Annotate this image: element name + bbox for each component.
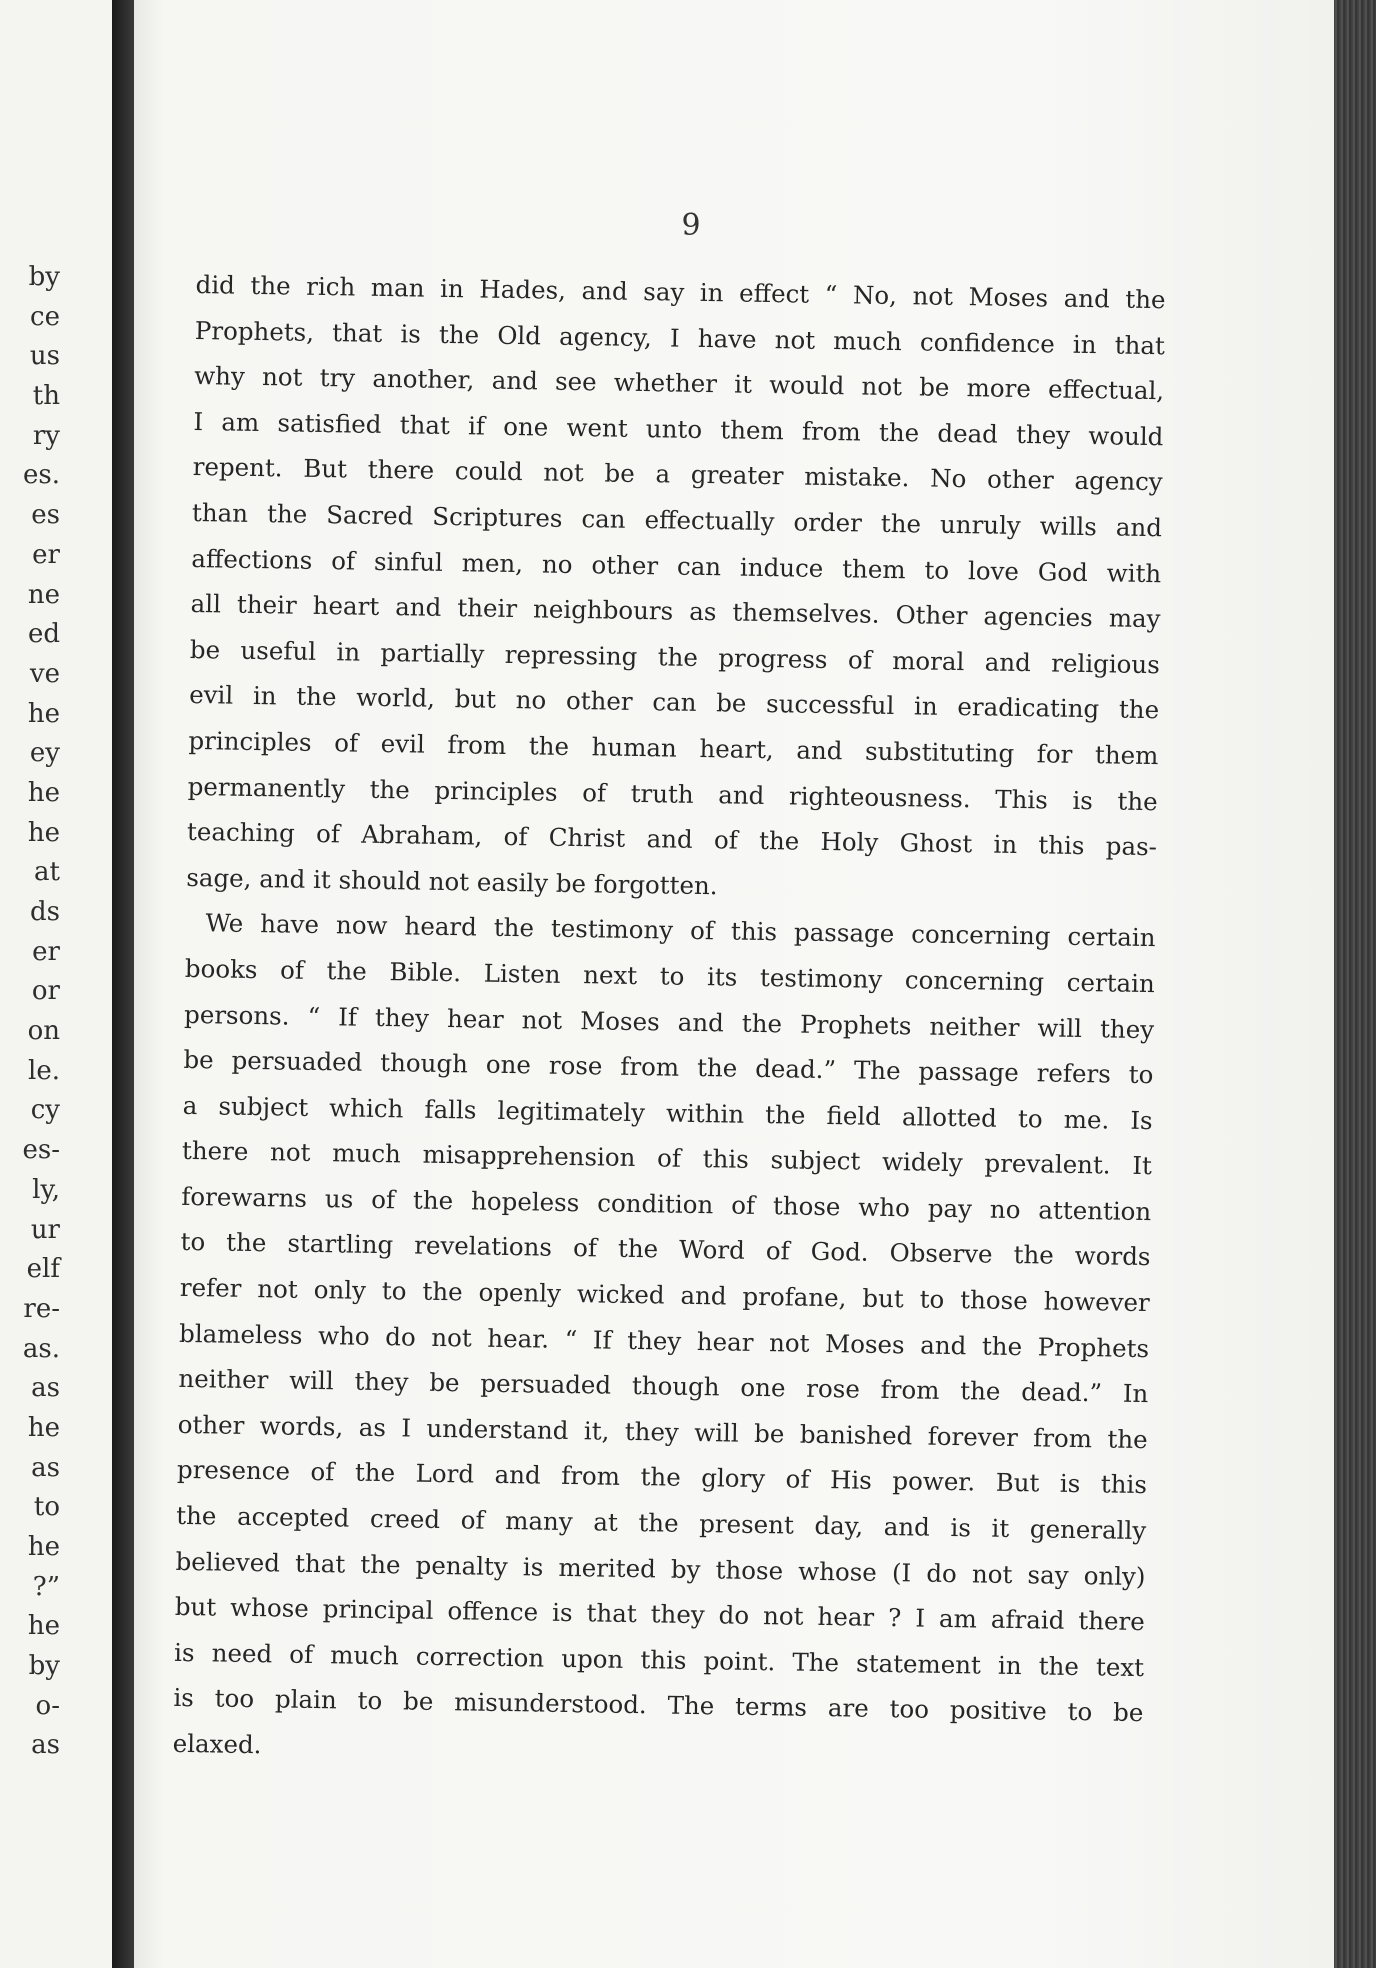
- left-page-fragment: th: [32, 381, 60, 412]
- left-page-fragment: he: [27, 1532, 60, 1562]
- left-page-fragment: he: [27, 817, 60, 848]
- left-page-fragment: by: [28, 1651, 60, 1682]
- text-line: other words, as I understand it, they will be banished forever from the: [177, 1409, 1148, 1454]
- text-line: is too plain to be misunderstood. The terms are too positive to be: [173, 1683, 1144, 1728]
- left-page-fragment: at: [34, 857, 60, 888]
- book-gutter: [112, 0, 134, 1968]
- left-page-fragment: he: [27, 1412, 60, 1443]
- left-page-fragment: ey: [29, 738, 60, 769]
- text-line: teaching of Abraham, of Christ and of the Holy Ghost in this pas-: [186, 817, 1158, 862]
- text-line: permanently the principles of truth and righteousness. This is the: [187, 771, 1158, 816]
- left-page-fragment: ur: [30, 1214, 60, 1245]
- left-page-fragment: es.: [23, 460, 60, 491]
- left-page-fragment: he: [27, 698, 60, 729]
- text-line: presence of the Lord and from the glory of His power. But is this: [176, 1455, 1148, 1500]
- left-page-fragment: ly,: [32, 1174, 60, 1205]
- text-line: forewarns us of the hopeless condition of those who pay no attention: [181, 1181, 1152, 1226]
- left-page-fragment: ve: [29, 658, 60, 689]
- left-page-fragment: as: [31, 1452, 60, 1483]
- left-page-fragment: es: [31, 500, 60, 531]
- text-line: refer not only to the openly wicked and profane, but to those however: [179, 1272, 1150, 1318]
- left-page-fragment: or: [31, 976, 60, 1007]
- left-page-fragment: as.: [22, 1333, 60, 1364]
- paragraph: [186, 262, 1166, 915]
- left-page-fragment: ed: [27, 619, 60, 650]
- left-page-fragment: ds: [30, 897, 60, 927]
- text-line: but whose principal offence is that they do not hear ? I am afraid there: [174, 1592, 1145, 1637]
- text-line: persons. “ If they hear not Moses and the Prophets neither will they: [183, 999, 1155, 1044]
- left-page-fragment: o-: [35, 1690, 60, 1721]
- body-text: [172, 262, 1166, 1782]
- text-line: sage, and it should not easily be forgotten.: [186, 862, 718, 900]
- left-page-fragment: as: [31, 1373, 60, 1404]
- text-line: all their heart and their neighbours as themselves. Other agencies may: [190, 589, 1161, 634]
- text-line: there not much misapprehension of this subject widely prevalent. It: [181, 1136, 1153, 1181]
- text-line: the accepted creed of many at the present day, and is it generally: [176, 1500, 1147, 1546]
- text-line: a subject which falls legitimately within the field allotted to me. Is: [182, 1090, 1153, 1135]
- left-page-fragment: to: [33, 1492, 60, 1523]
- text-line: I am satisfied that if one went unto them from the dead they would: [193, 406, 1164, 451]
- text-line: repent. But there could not be a greater mistake. No other agency: [192, 452, 1163, 497]
- left-page-fragment: er: [32, 539, 60, 570]
- text-line: why not try another, and see whether it would not be more effectual,: [193, 361, 1165, 406]
- left-page-fragment: on: [27, 1016, 60, 1047]
- left-page-fragment: ?”: [32, 1571, 60, 1602]
- text-line: is need of much correction upon this point. The statement in the text: [173, 1637, 1145, 1682]
- left-page-fragment: by: [28, 262, 60, 292]
- left-page-fragment: ry: [32, 420, 60, 451]
- left-page-fragment: as: [31, 1730, 60, 1761]
- left-page-fragment: elf: [26, 1254, 60, 1285]
- left-page-fragment: ne: [27, 579, 60, 610]
- left-page-fragment: ce: [30, 301, 60, 332]
- text-line: books of the Bible. Listen next to its testimony concerning certain: [184, 953, 1156, 999]
- left-page-edge: [0, 0, 112, 1968]
- left-page-fragment: cy: [30, 1095, 60, 1126]
- text-line: to the startling revelations of the Word of God. Observe the words: [180, 1227, 1151, 1272]
- text-line: be persuaded though one rose from the dead.” The passage refers to: [183, 1044, 1154, 1090]
- text-line: evil in the world, but no other can be successful in eradicating the: [188, 680, 1160, 725]
- text-line: elaxed.: [172, 1728, 262, 1760]
- left-page-fragment: le.: [28, 1055, 60, 1086]
- left-page-text-fragments: [0, 258, 60, 1766]
- text-line: neither will they be persuaded though one rose from the dead.” In: [178, 1364, 1149, 1409]
- left-page-fragment: he: [27, 777, 60, 808]
- text-line: than the Sacred Scriptures can effectually order the unruly wills and: [191, 497, 1163, 543]
- text-line: blameless who do not hear. “ If they hear not Moses and the Prophets: [178, 1318, 1150, 1363]
- text-line: affections of sinful men, no other can induce them to love God with: [191, 543, 1162, 588]
- left-page-fragment: er: [32, 936, 60, 967]
- text-line: principles of evil from the human heart, and substituting for them: [188, 725, 1159, 771]
- text-line: We have now heard the testimony of this passage concerning certain: [205, 908, 1156, 953]
- page-number: 9: [681, 208, 701, 243]
- left-page-fragment: re-: [23, 1293, 60, 1324]
- left-page-fragment: he: [27, 1611, 60, 1642]
- text-line: believed that the penalty is merited by those whose (I do not say only): [175, 1546, 1146, 1591]
- left-page-fragment: es-: [22, 1135, 60, 1166]
- text-line: Prophets, that is the Old agency, I have not much confidence in that: [194, 315, 1166, 360]
- left-page-fragment: us: [29, 341, 60, 372]
- text-line: be useful in partially repressing the progress of moral and religious: [189, 634, 1161, 679]
- text-line: did the rich man in Hades, and say in effect “ No, not Moses and the: [195, 269, 1166, 315]
- page-stack-edge: [1334, 0, 1376, 1968]
- paragraph: [172, 900, 1155, 1781]
